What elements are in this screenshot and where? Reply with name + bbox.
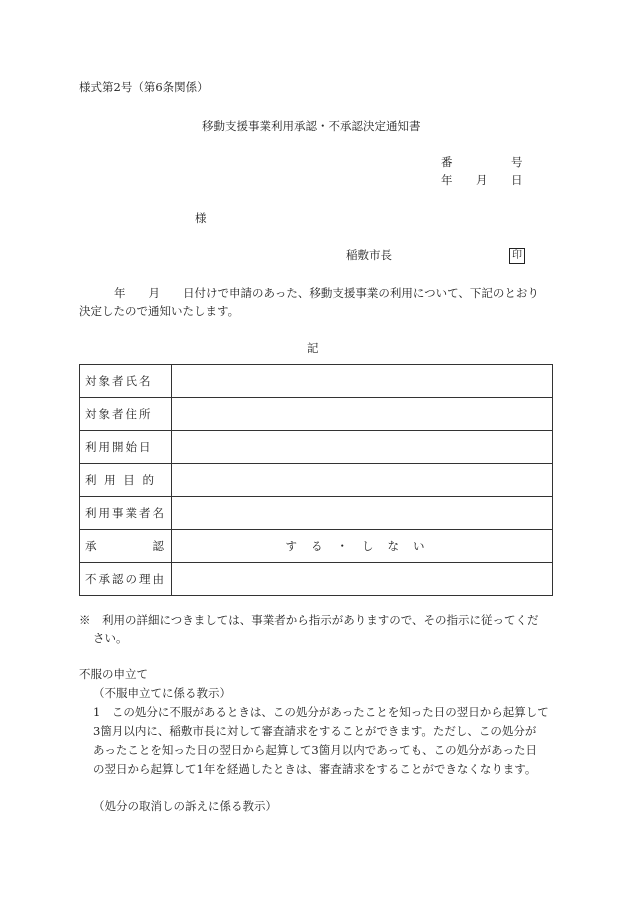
row-label: 承 認 <box>80 530 172 563</box>
table-row <box>80 431 553 464</box>
appeal-subheading-1: （不服申立てに係る教示） <box>93 686 231 700</box>
appeal-heading: 不服の申立て <box>79 667 148 681</box>
appeal-subheading-2: （処分の取消しの訴えに係る教示） <box>93 799 277 813</box>
row-label: 対象者氏名 <box>80 365 172 398</box>
form-number: 様式第2号（第6条関係） <box>79 80 209 94</box>
table-row <box>80 464 553 497</box>
table-row <box>80 563 553 596</box>
note-line-1: ※ 利用の詳細につきましては、事業者から指示がありますので、その指示に従ってくだ <box>79 613 539 627</box>
table-row <box>80 398 553 431</box>
appeal-item-line-1: 1 この処分に不服があるときは、この処分があったことを知った日の翌日から起算して <box>93 705 549 719</box>
appeal-item-line-2: 3箇月以内に、稲敷市長に対して審査請求をすることができます。ただし、この処分が <box>93 724 537 738</box>
row-label: 対象者住所 <box>80 398 172 431</box>
body-text-line-2: 決定したので通知いたします。 <box>79 304 240 318</box>
date-month-label: 月 <box>476 173 488 187</box>
row-value <box>172 365 553 398</box>
date-year-label: 年 <box>441 173 453 187</box>
date-day-label: 日 <box>511 173 523 187</box>
table-row <box>80 365 553 398</box>
seal-mark: 印 <box>509 248 525 264</box>
table-row <box>80 497 553 530</box>
row-label: 不承認の理由 <box>80 563 172 596</box>
ki-heading: 記 <box>307 341 319 355</box>
row-value <box>172 563 553 596</box>
info-table <box>79 364 553 596</box>
row-value <box>172 431 553 464</box>
row-value <box>172 464 553 497</box>
table-row <box>80 530 553 563</box>
row-label: 利用事業者名 <box>80 497 172 530</box>
appeal-item-line-3: あったことを知った日の翌日から起算して3箇月以内であっても、この処分があった日 <box>93 743 537 757</box>
appeal-item-line-4: の翌日から起算して1年を経過したときは、審査請求をすることができなくなります。 <box>93 762 537 776</box>
issuer-name: 稲敷市長 <box>346 248 392 262</box>
number-label-ban: 番 <box>441 155 453 169</box>
number-label-go: 号 <box>511 155 523 169</box>
body-text-line-1: 年 月 日付けで申請のあった、移動支援事業の利用について、下記のとおり <box>114 286 539 300</box>
approval-choice: する・しない <box>172 530 553 563</box>
row-label: 利用開始日 <box>80 431 172 464</box>
recipient-honorific: 様 <box>195 211 207 225</box>
row-value <box>172 398 553 431</box>
document-title: 移動支援事業利用承認・不承認決定通知書 <box>202 119 421 133</box>
note-line-2: さい。 <box>93 631 128 645</box>
row-label: 利 用 目 的 <box>80 464 172 497</box>
row-value <box>172 497 553 530</box>
